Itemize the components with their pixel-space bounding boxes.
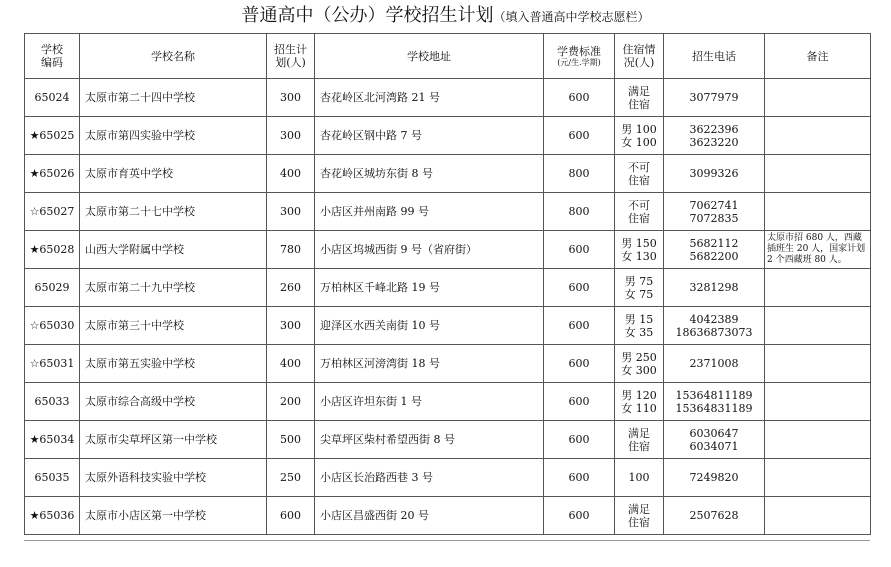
title-main: 普通高中（公办）学校招生计划 bbox=[241, 5, 494, 26]
remark bbox=[765, 155, 871, 193]
enrollment-phone-line: 2507628 bbox=[689, 509, 739, 522]
boarding-info-line: 女 100 bbox=[621, 135, 657, 149]
tuition-fee: 600 bbox=[544, 79, 615, 117]
table-row bbox=[25, 421, 871, 459]
enrollment-plan: 500 bbox=[267, 421, 315, 459]
enrollment-phone-line: 7249820 bbox=[689, 471, 739, 484]
school-code: ★65036 bbox=[25, 497, 80, 535]
enrollment-phone-line: 5682112 bbox=[689, 236, 739, 250]
header-phone: 招生电话 bbox=[664, 34, 765, 79]
school-name: 太原市第五实验中学校 bbox=[80, 345, 267, 383]
school-address: 杏花岭区钢中路 7 号 bbox=[315, 117, 544, 155]
boarding-info bbox=[615, 307, 664, 345]
table-row bbox=[25, 269, 871, 307]
enrollment-phone bbox=[664, 307, 765, 345]
header-fee: 学费标准 (元/生.学期) bbox=[544, 34, 615, 79]
header-row bbox=[25, 34, 871, 79]
enrollment-phone bbox=[664, 345, 765, 383]
boarding-info-line: 满足 bbox=[628, 426, 650, 440]
school-name: 太原市第三十中学校 bbox=[80, 307, 267, 345]
header-plan: 招生计 划(人) bbox=[267, 34, 315, 79]
remark bbox=[765, 269, 871, 307]
boarding-info-line: 女 75 bbox=[624, 287, 654, 301]
tuition-fee: 600 bbox=[544, 345, 615, 383]
boarding-info-line: 女 110 bbox=[621, 401, 657, 415]
remark bbox=[765, 117, 871, 155]
page-bottom-rule bbox=[24, 540, 870, 541]
remark bbox=[765, 383, 871, 421]
boarding-info-line: 女 130 bbox=[621, 249, 657, 263]
enrollment-plan: 780 bbox=[267, 231, 315, 269]
school-address: 杏花岭区北河湾路 21 号 bbox=[315, 79, 544, 117]
school-name: 太原市第四实验中学校 bbox=[80, 117, 267, 155]
tuition-fee: 600 bbox=[544, 307, 615, 345]
remark bbox=[765, 79, 871, 117]
boarding-info-line: 男 120 bbox=[621, 388, 657, 402]
enrollment-phone-line: 5682200 bbox=[689, 249, 739, 263]
enrollment-phone-line: 3099326 bbox=[689, 167, 739, 180]
enrollment-phone-line: 3281298 bbox=[689, 281, 739, 294]
school-name: 太原外语科技实验中学校 bbox=[80, 459, 267, 497]
boarding-info-line: 女 35 bbox=[624, 325, 654, 339]
enrollment-phone-line: 7062741 bbox=[689, 198, 739, 212]
enrollment-phone bbox=[664, 497, 765, 535]
enrollment-phone-line: 15364811189 bbox=[675, 388, 753, 402]
enrollment-phone bbox=[664, 155, 765, 193]
enrollment-phone bbox=[664, 79, 765, 117]
boarding-info-line: 男 15 bbox=[624, 312, 654, 326]
enrollment-phone-line: 4042389 bbox=[689, 312, 739, 326]
school-address: 万柏林区千峰北路 19 号 bbox=[315, 269, 544, 307]
school-address: 杏花岭区城坊东街 8 号 bbox=[315, 155, 544, 193]
school-code: ★65034 bbox=[25, 421, 80, 459]
boarding-info-line: 住宿 bbox=[628, 439, 650, 453]
boarding-info-line: 男 150 bbox=[621, 236, 657, 250]
school-code: ☆65030 bbox=[25, 307, 80, 345]
table-row bbox=[25, 155, 871, 193]
boarding-info bbox=[615, 193, 664, 231]
table-row bbox=[25, 497, 871, 535]
school-code: ☆65027 bbox=[25, 193, 80, 231]
enrollment-phone-line: 7072835 bbox=[689, 211, 739, 225]
enrollment-plan: 260 bbox=[267, 269, 315, 307]
tuition-fee: 600 bbox=[544, 117, 615, 155]
enrollment-phone-line: 3077979 bbox=[689, 91, 739, 104]
enrollment-plan: 300 bbox=[267, 79, 315, 117]
school-address: 小店区长治路西巷 3 号 bbox=[315, 459, 544, 497]
remark bbox=[765, 497, 871, 535]
boarding-info bbox=[615, 497, 664, 535]
boarding-info bbox=[615, 79, 664, 117]
boarding-info bbox=[615, 155, 664, 193]
boarding-info-line: 满足 bbox=[628, 502, 650, 516]
enrollment-phone-line: 15364831189 bbox=[675, 401, 753, 415]
boarding-info bbox=[615, 383, 664, 421]
header-address: 学校地址 bbox=[315, 34, 544, 79]
enrollment-plan: 600 bbox=[267, 497, 315, 535]
enrollment-plan: 400 bbox=[267, 155, 315, 193]
header-name: 学校名称 bbox=[80, 34, 267, 79]
boarding-info-line: 住宿 bbox=[628, 211, 650, 225]
tuition-fee: 800 bbox=[544, 155, 615, 193]
table-row bbox=[25, 231, 871, 269]
remark bbox=[765, 307, 871, 345]
boarding-info-line: 100 bbox=[628, 471, 650, 484]
tuition-fee: 600 bbox=[544, 421, 615, 459]
boarding-info bbox=[615, 231, 664, 269]
enrollment-phone bbox=[664, 383, 765, 421]
enrollment-phone-line: 3623220 bbox=[689, 135, 739, 149]
school-name: 太原市综合高级中学校 bbox=[80, 383, 267, 421]
tuition-fee: 600 bbox=[544, 459, 615, 497]
school-name: 太原市第二十九中学校 bbox=[80, 269, 267, 307]
table-row bbox=[25, 345, 871, 383]
enrollment-phone bbox=[664, 269, 765, 307]
school-code: 65029 bbox=[25, 269, 80, 307]
tuition-fee: 600 bbox=[544, 383, 615, 421]
table-row bbox=[25, 459, 871, 497]
table-row bbox=[25, 193, 871, 231]
enrollment-phone bbox=[664, 117, 765, 155]
boarding-info bbox=[615, 459, 664, 497]
enrollment-phone bbox=[664, 231, 765, 269]
header-board: 住宿情 况(人) bbox=[615, 34, 664, 79]
tuition-fee: 600 bbox=[544, 231, 615, 269]
header-remark: 备注 bbox=[765, 34, 871, 79]
school-name: 山西大学附属中学校 bbox=[80, 231, 267, 269]
boarding-info bbox=[615, 421, 664, 459]
school-code: 65024 bbox=[25, 79, 80, 117]
tuition-fee: 600 bbox=[544, 269, 615, 307]
school-address: 尖草坪区柴村希望西街 8 号 bbox=[315, 421, 544, 459]
table-row bbox=[25, 79, 871, 117]
school-name: 太原市第二十四中学校 bbox=[80, 79, 267, 117]
school-address: 小店区许坦东街 1 号 bbox=[315, 383, 544, 421]
enrollment-plan: 300 bbox=[267, 307, 315, 345]
header-code: 学校 编码 bbox=[25, 34, 80, 79]
enrollment-plan: 300 bbox=[267, 117, 315, 155]
school-code: ★65028 bbox=[25, 231, 80, 269]
enrollment-phone-line: 6034071 bbox=[689, 439, 739, 453]
boarding-info-line: 住宿 bbox=[628, 173, 650, 187]
tuition-fee: 800 bbox=[544, 193, 615, 231]
boarding-info bbox=[615, 269, 664, 307]
school-name: 太原市第二十七中学校 bbox=[80, 193, 267, 231]
remark bbox=[765, 459, 871, 497]
boarding-info-line: 不可 bbox=[628, 160, 650, 174]
enrollment-phone bbox=[664, 421, 765, 459]
title-sub: （填入普通高中学校志愿栏） bbox=[493, 10, 650, 24]
enrollment-phone-line: 6030647 bbox=[689, 426, 739, 440]
school-code: 65035 bbox=[25, 459, 80, 497]
school-address: 迎泽区水西关南街 10 号 bbox=[315, 307, 544, 345]
school-code: ☆65031 bbox=[25, 345, 80, 383]
school-address: 小店区并州南路 99 号 bbox=[315, 193, 544, 231]
enrollment-plan: 400 bbox=[267, 345, 315, 383]
boarding-info-line: 不可 bbox=[628, 198, 650, 212]
enrollment-phone-line: 3622396 bbox=[689, 122, 739, 136]
table-row bbox=[25, 383, 871, 421]
enrollment-phone-line: 18636873073 bbox=[675, 325, 753, 339]
school-code: 65033 bbox=[25, 383, 80, 421]
table-row bbox=[25, 117, 871, 155]
remark bbox=[765, 193, 871, 231]
boarding-info-line: 男 100 bbox=[621, 122, 657, 136]
enrollment-phone-line: 2371008 bbox=[689, 357, 739, 370]
enrollment-plan: 200 bbox=[267, 383, 315, 421]
boarding-info-line: 住宿 bbox=[628, 515, 650, 529]
school-address: 小店区坞城西街 9 号（省府街） bbox=[315, 231, 544, 269]
boarding-info-line: 女 300 bbox=[621, 363, 657, 377]
page-title bbox=[0, 4, 891, 29]
school-name: 太原市尖草坪区第一中学校 bbox=[80, 421, 267, 459]
remark bbox=[765, 421, 871, 459]
boarding-info bbox=[615, 345, 664, 383]
table-row bbox=[25, 307, 871, 345]
boarding-info-line: 满足 bbox=[628, 84, 650, 98]
boarding-info-line: 住宿 bbox=[628, 97, 650, 111]
enrollment-phone bbox=[664, 459, 765, 497]
school-name: 太原市育英中学校 bbox=[80, 155, 267, 193]
enrollment-plan: 300 bbox=[267, 193, 315, 231]
school-name: 太原市小店区第一中学校 bbox=[80, 497, 267, 535]
remark bbox=[765, 345, 871, 383]
enrollment-table bbox=[24, 33, 871, 535]
remark: 太原市招 680 人，西藏插班生 20 人，国家计划 2 个西藏班 80 人。 bbox=[765, 231, 871, 269]
boarding-info-line: 男 250 bbox=[621, 350, 657, 364]
school-code: ★65026 bbox=[25, 155, 80, 193]
enrollment-phone bbox=[664, 193, 765, 231]
school-address: 小店区昌盛西街 20 号 bbox=[315, 497, 544, 535]
enrollment-plan: 250 bbox=[267, 459, 315, 497]
tuition-fee: 600 bbox=[544, 497, 615, 535]
school-address: 万柏林区河滂湾街 18 号 bbox=[315, 345, 544, 383]
boarding-info-line: 男 75 bbox=[624, 274, 654, 288]
school-code: ★65025 bbox=[25, 117, 80, 155]
boarding-info bbox=[615, 117, 664, 155]
